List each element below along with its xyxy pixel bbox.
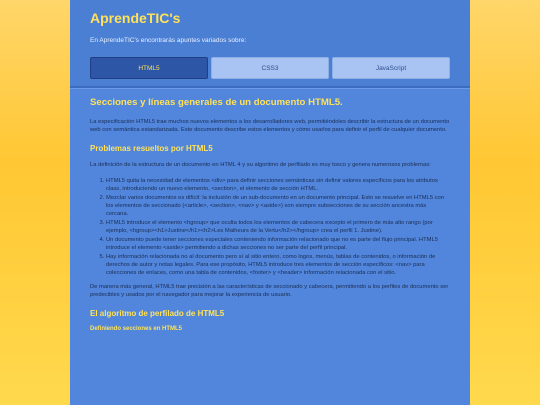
- subsection-heading: Definiendo secciones en HTML5: [90, 326, 183, 332]
- page: [70, 0, 470, 405]
- list-item: 3. HTML5 introduce el elemento <hgroup> que oculta todos los elementos de cabecera excepto el primero de más alto rango (por ejemplo, <hgroup><h1>Justine</h1><h2>Les Malheurs de la Vertu</h2></hgroup> crea el perfil 1. Justine).: [106, 219, 450, 235]
- nav-item-javascript[interactable]: JavaScript: [332, 57, 450, 79]
- list-item: 4. Un documento puede tener secciones especiales conteniendo información relacionado que no es parte del flujo principal. HTML5 introduce el elemento <aside> permitiendo a dichas secciones no ser parte del perfil principal.: [106, 236, 450, 252]
- list-item: 2. Mezclar varios documentos es difícil: la inclusión de un sub-documento en un documento principal. Esto se resuelve en HTML5 con los elementos de seccionado (<article>, <section>, <nav> y <aside>) son siempre subsecciones de su sección ancestra más cercana.: [106, 194, 450, 218]
- site-header: [70, 0, 470, 88]
- nav-item-css3[interactable]: CSS3: [211, 57, 329, 79]
- site-title: AprendeTIC's: [90, 10, 181, 26]
- section-heading-algorithm: El algoritmo de perfilado de HTML5: [90, 309, 225, 318]
- article-intro: La especificación HTML5 trae muchos nuevos elementos a los desarrolladores web, permitiéndoles describir la estructura de un documento web con semántica estandarizada. Este documento describe estos elementos y cómo usarlos para definir el perfil de cualquier documento.: [90, 119, 450, 133]
- list-item: 1. HTML5 quita la necesidad de elementos <div> para definir secciones semánticas sin definir valores específicos para los atributos class, introduciendo un nuevo elemento, <section>, el elemento de sección HTML.: [106, 177, 450, 193]
- section-intro: La definición de la estructura de un documento en HTML 4 y su algoritmo de perfilado es muy tosco y genera numerosos problemas:: [90, 162, 431, 168]
- article-title: Secciones y líneas generales de un documento HTML5.: [90, 97, 343, 108]
- nav-item-html5[interactable]: HTML5: [90, 57, 208, 79]
- problems-list: [90, 177, 450, 277]
- list-item: 5. Hay información relacionada no al documento pero sí al sitio entero, como logos, menús, tablas de contenidos, o información de derechos de autor y notas legales. Para ese propósito, HTML5 introduce tres elementos de sección específicos: <nav> para colecciones de enlaces, como una tabla de contenidos, <footer> y <header> información relacionada con el sitio.: [106, 253, 450, 277]
- summary-paragraph: De manera más general, HTML5 trae precisión a las características de seccionado y cabecera, permitiendo a los perfiles de documento ser predecibles y usados por el navegador para mejorar la experiencia de usuario.: [90, 284, 449, 298]
- article: [70, 88, 470, 405]
- site-subtitle: En AprendeTIC's encontrarás apuntes variados sobre:: [90, 37, 247, 44]
- section-heading-problems: Problemas resueltos por HTML5: [90, 144, 213, 153]
- main-nav: [90, 57, 450, 79]
